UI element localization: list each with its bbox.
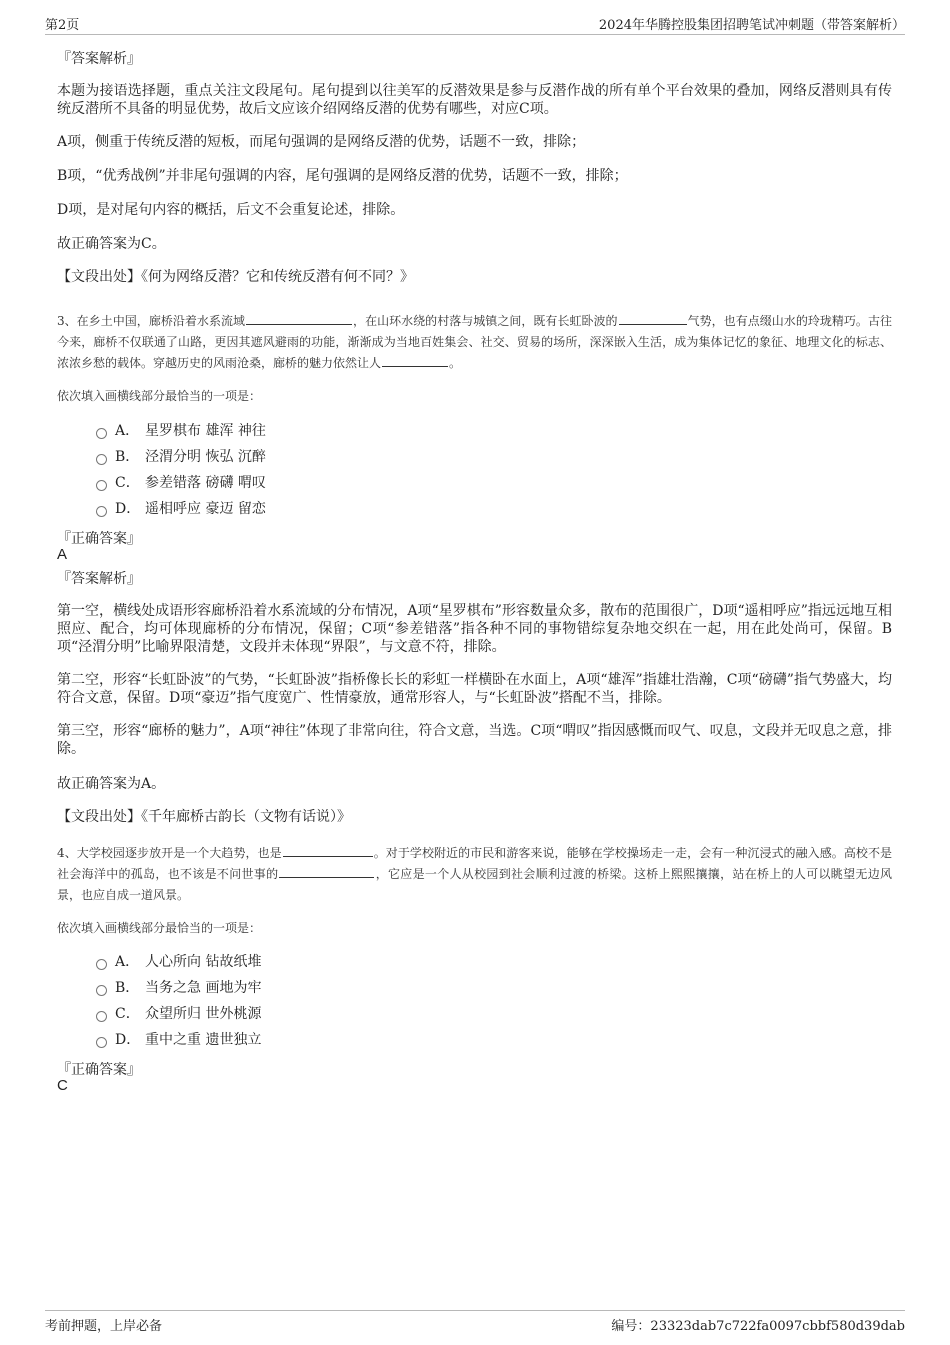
q3-analysis-label: 『答案解析』 bbox=[57, 571, 141, 587]
page-header bbox=[45, 12, 905, 35]
q2-analysis-p3: B项，“优秀战例”并非尾句强调的内容，尾句强调的是网络反潜的优势，话题不一致，排除； bbox=[57, 168, 628, 184]
q4-stem: 4、大学校园逐步放开是一个大趋势，也是 。对于学校附近的市民和游客来说，能够在学校操场走一走，会有一种沉浸式的融入感。高校不是社会海洋中的孤岛，也不该是不问世事的 ，它应是一个人从校园到社会顺利过渡的桥梁。这桥上熙熙攘攘，站在桥上的人可以眺望无边风景，也应自成一道风景。 bbox=[57, 846, 892, 902]
page-number: 第2页 bbox=[45, 18, 80, 33]
q3-answer: A bbox=[57, 546, 68, 563]
q2-source: 【文段出处】《何为网络反潜？它和传统反潜有何不同？》 bbox=[57, 269, 414, 285]
radio-icon[interactable] bbox=[96, 480, 107, 491]
q3-analysis-p4: 故正确答案为A。 bbox=[57, 776, 166, 792]
q3-option-c[interactable]: C． 参差错落 磅礴 喟叹 bbox=[96, 473, 266, 493]
q2-analysis-p4: D项，是对尾句内容的概括，后文不会重复论述，排除。 bbox=[57, 202, 405, 218]
radio-icon[interactable] bbox=[96, 506, 107, 517]
q4-option-a[interactable]: A． 人心所向 钻故纸堆 bbox=[96, 952, 261, 972]
radio-icon[interactable] bbox=[96, 1037, 107, 1048]
q3-answer-label: 『正确答案』 bbox=[57, 531, 141, 547]
radio-icon[interactable] bbox=[96, 1011, 107, 1022]
q4-answer: C bbox=[57, 1077, 68, 1094]
q3-option-a[interactable]: A． 星罗棋布 雄浑 神往 bbox=[96, 421, 266, 441]
q3-analysis-p3: 第三空，形容“廊桥的魅力”，A项“神往”体现了非常向往，符合文意，当选。C项“喟叹”指因感慨而叹气、叹息，文段并无叹息之意，排除。 bbox=[57, 723, 892, 757]
q4-option-c[interactable]: C． 众望所归 世外桃源 bbox=[96, 1004, 261, 1024]
q3-option-b[interactable]: B． 泾渭分明 恢弘 沉醉 bbox=[96, 447, 266, 467]
q3-source: 【文段出处】《千年廊桥古韵长（文物有话说）》 bbox=[57, 809, 351, 825]
radio-icon[interactable] bbox=[96, 959, 107, 970]
q2-analysis-p2: A项，侧重于传统反潜的短板，而尾句强调的是网络反潜的优势，话题不一致，排除； bbox=[57, 134, 586, 150]
q3-stem: 3、在乡土中国，廊桥沿着水系流域 ，在山环水绕的村落与城镇之间，既有长虹卧波的 气势，也有点缀山水的玲珑精巧。古往今来，廊桥不仅联通了山路，更因其遮风避雨的功能，渐渐成为当地百姓集会、社交、贸易的场所，深深嵌入生活，成为集体记忆的象征、地理文化的标志、浓浓乡愁的载体。穿越历史的风雨沧桑，廊桥的魅力依然让人 。 bbox=[57, 314, 892, 370]
q3-option-d[interactable]: D． 遥相呼应 豪迈 留恋 bbox=[96, 499, 266, 519]
blank-line bbox=[279, 865, 374, 878]
blank-line bbox=[246, 312, 352, 325]
q3-analysis-p2: 第二空，形容“长虹卧波”的气势，“长虹卧波”指桥像长长的彩虹一样横卧在水面上，A项“雄浑”指雄壮浩瀚，C项“磅礴”指气势盛大，均符合文意，保留。D项“豪迈”指气度宽广、性情豪放，通常形容人，与“长虹卧波”搭配不当，排除。 bbox=[57, 672, 892, 706]
q2-analysis-p1: 本题为接语选择题，重点关注文段尾句。尾句提到以往美军的反潜效果是参与反潜作战的所有单个平台效果的叠加，网络反潜则具有传统反潜所不具备的明显优势，故后文应该介绍网络反潜的优势有哪些，对应C项。 bbox=[57, 83, 892, 117]
footer-slogan: 考前押题，上岸必备 bbox=[45, 1319, 163, 1334]
q4-option-d[interactable]: D． 重中之重 遗世独立 bbox=[96, 1030, 261, 1050]
radio-icon[interactable] bbox=[96, 428, 107, 439]
q4-answer-label: 『正确答案』 bbox=[57, 1062, 141, 1078]
blank-line bbox=[619, 312, 687, 325]
q3-analysis-p1: 第一空，横线处成语形容廊桥沿着水系流域的分布情况，A项“星罗棋布”形容数量众多，散布的范围很广，D项“遥相呼应”指远远地互相照应、配合，均可体现廊桥的分布情况，保留；C项“参差错落”指各种不同的事物错综复杂地交织在一起，用在此处尚可，保留。B项“泾渭分明”比喻界限清楚，文段并未体现“界限”，与文意不符，排除。 bbox=[57, 603, 892, 655]
blank-line bbox=[283, 844, 373, 857]
q3-instruction: 依次填入画横线部分最恰当的一项是： bbox=[57, 389, 262, 403]
q2-analysis-p5: 故正确答案为C。 bbox=[57, 236, 166, 252]
q4-option-b[interactable]: B． 当务之急 画地为牢 bbox=[96, 978, 261, 998]
page-footer bbox=[45, 1310, 905, 1335]
blank-line bbox=[382, 354, 448, 367]
radio-icon[interactable] bbox=[96, 454, 107, 465]
document-code: 编号：23323dab7c722fa0097cbbf580d39dab bbox=[611, 1319, 905, 1334]
document-title: 2024年华腾控股集团招聘笔试冲刺题（带答案解析） bbox=[598, 18, 905, 33]
q2-analysis-label: 『答案解析』 bbox=[57, 51, 141, 67]
q4-instruction: 依次填入画横线部分最恰当的一项是： bbox=[57, 921, 262, 935]
radio-icon[interactable] bbox=[96, 985, 107, 996]
